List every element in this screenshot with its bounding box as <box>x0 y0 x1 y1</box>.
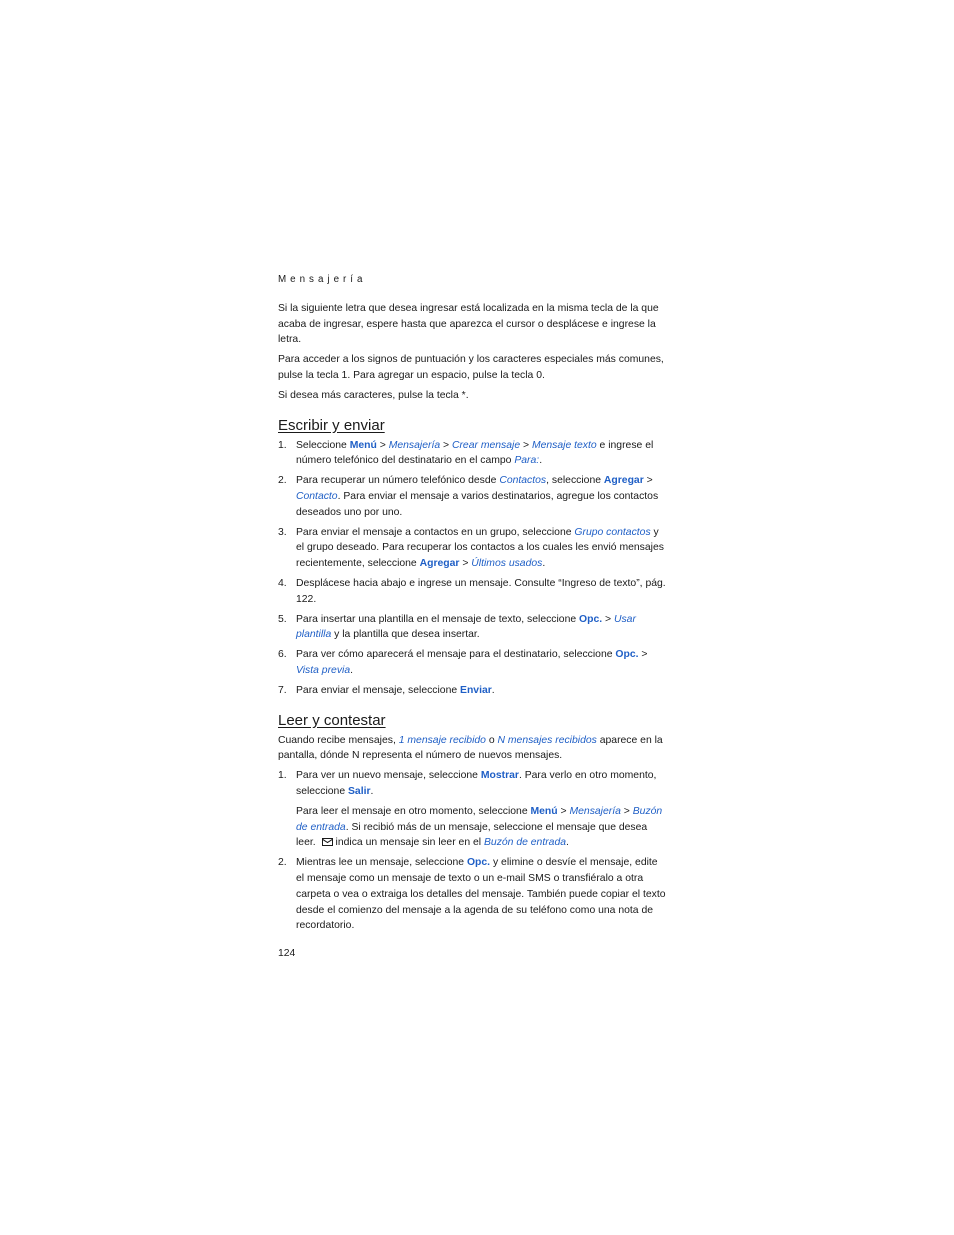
mensaje-texto-label: Mensaje texto <box>531 439 597 451</box>
list-item: 5. Para insertar una plantilla en el mensaje de texto, seleccione Opc. > Usar plantilla y la plantilla que desea insertar. <box>278 613 636 641</box>
mensajes-recibidos-label: N mensajes recibidos <box>497 734 597 746</box>
list-item: 4. Desplácese hacia abajo e ingrese un mensaje. Consulte “Ingreso de texto”, pág. 122. <box>278 577 666 605</box>
opc-label: Opc. <box>615 649 639 661</box>
usar-plantilla-label: Usar plantilla <box>296 613 636 641</box>
page-content <box>278 272 666 938</box>
vista-previa-label: Vista previa <box>296 664 351 676</box>
step-number: 3. <box>278 526 287 538</box>
agregar-label: Agregar <box>419 558 460 570</box>
running-head: Mensajería <box>278 274 367 285</box>
step-number: 7. <box>278 684 287 696</box>
mensajeria-label: Mensajería <box>569 805 621 817</box>
opc-label: Opc. <box>466 857 491 869</box>
enviar-label: Enviar <box>460 684 492 696</box>
page-number: 124 <box>278 948 296 959</box>
para-label: Para: <box>514 455 540 467</box>
intro-paragraph-1: Si la siguiente letra que desea ingresar está localizada en la misma tecla de la que acaba de ingresar, espere hasta que aparezca el cursor o desplácese e ingrese la letra. <box>278 302 659 346</box>
mensajeria-label: Mensajería <box>388 439 441 451</box>
sub-paragraph: Para leer el mensaje en otro momento, seleccione Menú > Mensajería > Buzón de entrada. Si recibió más de un mensaje, seleccione el mensaje que desea leer. indica un mensaje sin leer en el Buzón de entrada. <box>296 805 663 849</box>
contactos-label: Contactos <box>499 475 547 487</box>
opc-label: Opc. <box>579 613 603 625</box>
list-item: 1. Para ver un nuevo mensaje, seleccione Mostrar. Para verlo en otro momento, seleccione Salir. Para leer el mensaje en otro momento, seleccione Menú > Mensajería > Buzón de entrada. Si recibió más de un mensaje, seleccione el mensaje que desea leer. indica un mensaje sin leer en el Buzón de entrada. <box>278 768 666 851</box>
intro-paragraph-3: Si desea más caracteres, pulse la tecla *. <box>278 389 469 401</box>
list-item: 3. Para enviar el mensaje a contactos en un grupo, seleccione Grupo contactos y el grupo deseado. Para recuperar los contactos a los cuales les envió mensajes recientemente, seleccione Agregar > Últimos usados. <box>278 526 664 570</box>
menu-label: Menú <box>530 805 558 817</box>
section-heading-escribir: Escribir y enviar <box>278 416 385 434</box>
step-number: 6. <box>278 649 287 661</box>
step-number: 2. <box>278 475 287 487</box>
agregar-label: Agregar <box>603 475 644 487</box>
step-number: 1. <box>278 439 287 451</box>
list-item: 6. Para ver cómo aparecerá el mensaje para el destinatario, seleccione Opc. > Vista previa. <box>278 649 648 676</box>
intro-paragraph-2: Para acceder a los signos de puntuación y los caracteres especiales más comunes, pulse la tecla 1. Para agregar un espacio, pulse la tecla 0. <box>278 354 664 381</box>
section-heading-leer: Leer y contestar <box>278 711 386 729</box>
menu-label: Menú <box>349 439 377 451</box>
list-item: 2. Para recuperar un número telefónico desde Contactos, seleccione Agregar > Contacto. Para enviar el mensaje a varios destinatarios, agregue los contactos deseados uno por uno. <box>278 475 659 518</box>
mensaje-recibido-label: 1 mensaje recibido <box>398 734 486 746</box>
list-item: 7. Para enviar el mensaje, seleccione Enviar. <box>278 683 666 699</box>
steps-list-leer <box>278 768 666 934</box>
step-number: 5. <box>278 613 287 625</box>
steps-list-escribir <box>278 438 666 699</box>
step-number: 1. <box>278 770 287 782</box>
salir-label: Salir <box>347 785 371 797</box>
step-number: 2. <box>278 857 287 869</box>
ultimos-usados-label: Últimos usados <box>471 558 543 570</box>
list-item: 2. Mientras lee un mensaje, seleccione Opc. y elimine o desvíe el mensaje, edite el mensaje como un mensaje de texto o un e-mail SMS o transfiéralo a otra carpeta o vea o extraiga los detalles del mensaje. También puede copiar el texto desde el comienzo del mensaje a la agenda de su teléfono como una nota de recordatorio. <box>278 857 666 932</box>
envelope-icon <box>322 838 333 846</box>
buzon-entrada-label: Buzón de entrada <box>483 837 567 849</box>
grupo-contactos-label: Grupo contactos <box>574 526 651 538</box>
step-number: 4. <box>278 577 287 589</box>
list-item: 1. Seleccione Menú > Mensajería > Crear mensaje > Mensaje texto e ingrese el número telefónico del destinatario en el campo Para:. <box>278 439 654 467</box>
leer-intro-paragraph: Cuando recibe mensajes, 1 mensaje recibido o N mensajes recibidos aparece en la pantalla, dónde N representa el número de nuevos mensajes. <box>278 734 663 762</box>
crear-mensaje-label: Crear mensaje <box>451 439 521 451</box>
contacto-label: Contacto <box>296 490 338 502</box>
mostrar-label: Mostrar <box>480 770 519 782</box>
buzon-entrada-label: Buzón de entrada <box>296 805 663 833</box>
